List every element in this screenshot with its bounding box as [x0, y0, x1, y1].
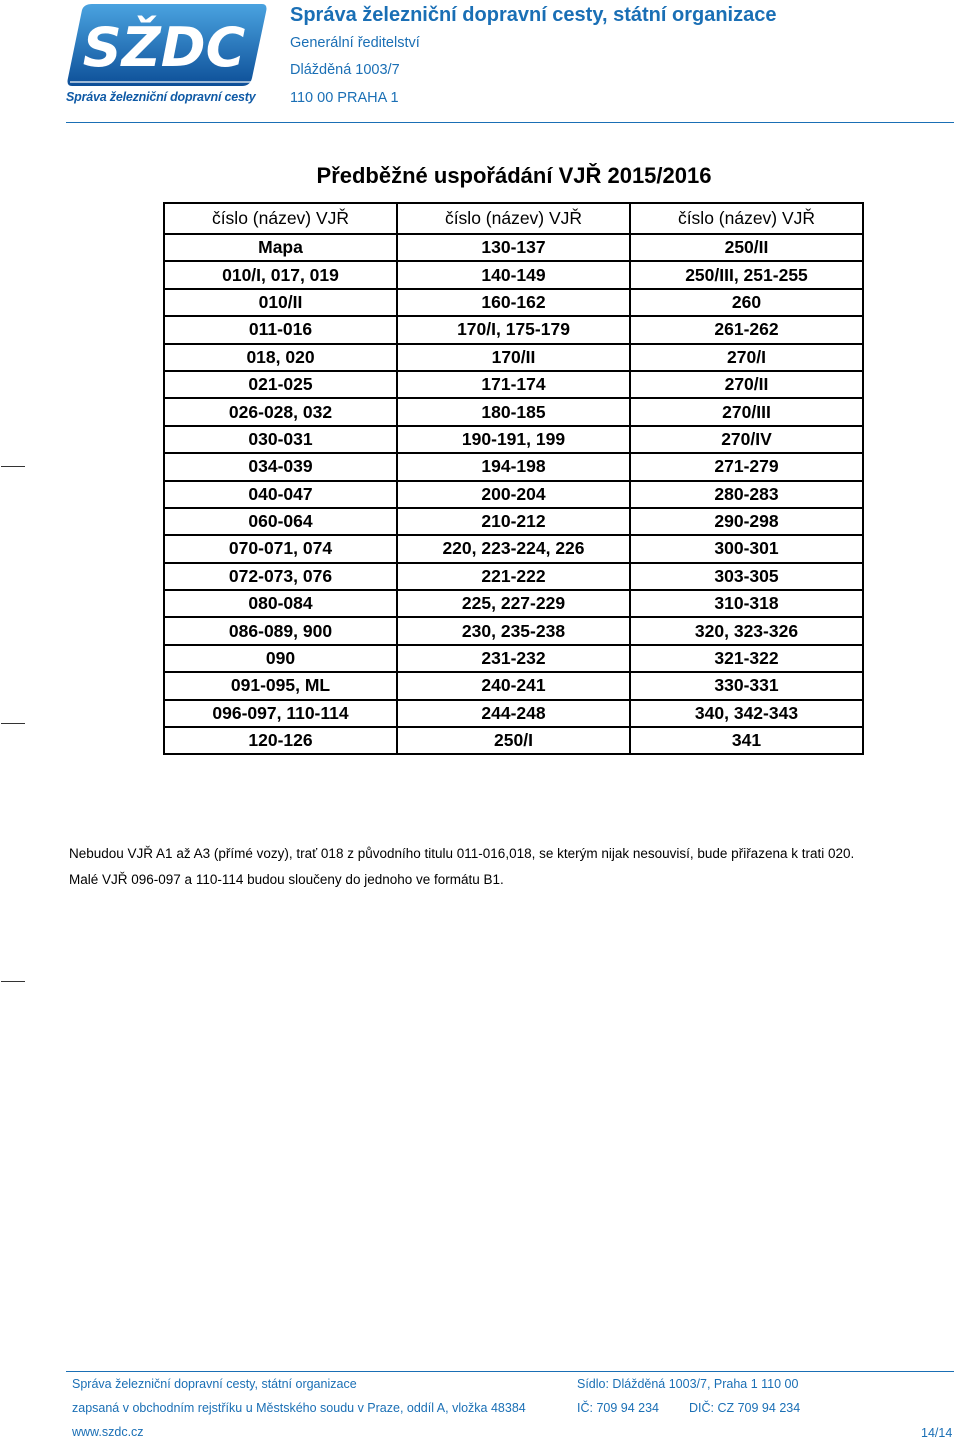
vjr-table — [163, 202, 864, 755]
svg-text:SŽDC: SŽDC — [82, 16, 246, 79]
table-row — [164, 590, 863, 617]
table-row — [164, 508, 863, 535]
table-row — [164, 672, 863, 699]
column-header: číslo (název) VJŘ — [397, 203, 630, 234]
table-cell: 310-318 — [630, 590, 863, 617]
table-row — [164, 371, 863, 398]
szdc-logo-graphic — [64, 2, 269, 90]
table-cell: 225, 227-229 — [397, 590, 630, 617]
table-cell: 270/IV — [630, 426, 863, 453]
table-cell: 280-283 — [630, 481, 863, 508]
table-row — [164, 398, 863, 425]
table-cell: 086-089, 900 — [164, 617, 397, 644]
table-cell: 231-232 — [397, 645, 630, 672]
logo-caption: Správa železniční dopravní cesty — [66, 90, 256, 104]
table-cell: 194-198 — [397, 453, 630, 480]
table-cell: 330-331 — [630, 672, 863, 699]
table-cell: Mapa — [164, 234, 397, 261]
column-header: číslo (název) VJŘ — [164, 203, 397, 234]
table-row — [164, 261, 863, 288]
table-cell: 170/II — [397, 344, 630, 371]
table-cell: 244-248 — [397, 700, 630, 727]
margin-mark — [1, 981, 25, 982]
table-row — [164, 481, 863, 508]
header-street: Dlážděná 1003/7 — [290, 62, 400, 78]
table-cell: 303-305 — [630, 563, 863, 590]
table-cell: 221-222 — [397, 563, 630, 590]
table-row — [164, 563, 863, 590]
table-row — [164, 344, 863, 371]
table-cell: 290-298 — [630, 508, 863, 535]
header-organization: Správa železniční dopravní cesty, státní organizace — [290, 4, 777, 26]
header-department: Generální ředitelství — [290, 35, 420, 51]
table-cell: 021-025 — [164, 371, 397, 398]
footer-seat: Sídlo: Dlážděná 1003/7, Praha 1 110 00 — [577, 1377, 799, 1391]
table-row — [164, 535, 863, 562]
page-title: Předběžné uspořádání VJŘ 2015/2016 — [316, 163, 712, 188]
note-text: Malé VJŘ 096-097 a 110-114 budou sloučeny do jednoho ve formátu B1. — [69, 872, 504, 887]
table-cell: 010/I, 017, 019 — [164, 261, 397, 288]
margin-mark — [1, 723, 25, 724]
table-row — [164, 727, 863, 754]
table-cell: 026-028, 032 — [164, 398, 397, 425]
table-cell: 010/II — [164, 289, 397, 316]
table-cell: 040-047 — [164, 481, 397, 508]
table-cell: 300-301 — [630, 535, 863, 562]
table-row — [164, 316, 863, 343]
footer-ic: IČ: 709 94 234 — [577, 1401, 660, 1415]
table-row — [164, 289, 863, 316]
table-cell: 240-241 — [397, 672, 630, 699]
table-row — [164, 700, 863, 727]
table-cell: 190-191, 199 — [397, 426, 630, 453]
header-divider — [66, 122, 954, 123]
table-cell: 270/III — [630, 398, 863, 425]
table-cell: 250/I — [397, 727, 630, 754]
table-cell: 180-185 — [397, 398, 630, 425]
table-cell: 261-262 — [630, 316, 863, 343]
table-cell: 260 — [630, 289, 863, 316]
table-cell: 200-204 — [397, 481, 630, 508]
table-cell: 250/III, 251-255 — [630, 261, 863, 288]
table-cell: 171-174 — [397, 371, 630, 398]
table-cell: 250/II — [630, 234, 863, 261]
footer-organization: Správa železniční dopravní cesty, státní organizace — [72, 1377, 357, 1391]
table-cell: 096-097, 110-114 — [164, 700, 397, 727]
table-row — [164, 426, 863, 453]
table-row — [164, 645, 863, 672]
footer-dic: DIČ: CZ 709 94 234 — [689, 1401, 801, 1415]
footer-registration: zapsaná v obchodním rejstříku u Městského soudu v Praze, oddíl A, vložka 48384 — [72, 1401, 526, 1415]
szdc-logo — [64, 2, 274, 108]
table-row — [164, 453, 863, 480]
footer-divider — [66, 1371, 954, 1372]
table-cell: 120-126 — [164, 727, 397, 754]
header-city: 110 00 PRAHA 1 — [290, 90, 399, 106]
table-cell: 270/I — [630, 344, 863, 371]
table-cell: 018, 020 — [164, 344, 397, 371]
footer-website-link[interactable]: www.szdc.cz — [72, 1425, 144, 1439]
table-cell: 072-073, 076 — [164, 563, 397, 590]
table-cell: 341 — [630, 727, 863, 754]
table-cell: 170/I, 175-179 — [397, 316, 630, 343]
table-cell: 320, 323-326 — [630, 617, 863, 644]
note-text: Nebudou VJŘ A1 až A3 (přímé vozy), trať 018 z původního titulu 011-016,018, se kterým nijak nesouvisí, bude přiřazena k trati 020. — [69, 846, 855, 861]
table-row — [164, 617, 863, 644]
table-cell: 091-095, ML — [164, 672, 397, 699]
table-cell: 271-279 — [630, 453, 863, 480]
table-cell: 210-212 — [397, 508, 630, 535]
table-cell: 230, 235-238 — [397, 617, 630, 644]
margin-mark — [1, 466, 25, 467]
table-cell: 321-322 — [630, 645, 863, 672]
table-body — [164, 234, 863, 754]
table-header-row — [164, 203, 863, 234]
table-cell: 034-039 — [164, 453, 397, 480]
table-cell: 130-137 — [397, 234, 630, 261]
table-cell: 270/II — [630, 371, 863, 398]
table-cell: 080-084 — [164, 590, 397, 617]
table-cell: 011-016 — [164, 316, 397, 343]
table-cell: 140-149 — [397, 261, 630, 288]
column-header: číslo (název) VJŘ — [630, 203, 863, 234]
table-cell: 060-064 — [164, 508, 397, 535]
table-cell: 030-031 — [164, 426, 397, 453]
table-row — [164, 234, 863, 261]
table-cell: 160-162 — [397, 289, 630, 316]
page-number: 14/14 — [921, 1426, 953, 1440]
table-cell: 090 — [164, 645, 397, 672]
table-cell: 070-071, 074 — [164, 535, 397, 562]
table-cell: 220, 223-224, 226 — [397, 535, 630, 562]
table-cell: 340, 342-343 — [630, 700, 863, 727]
